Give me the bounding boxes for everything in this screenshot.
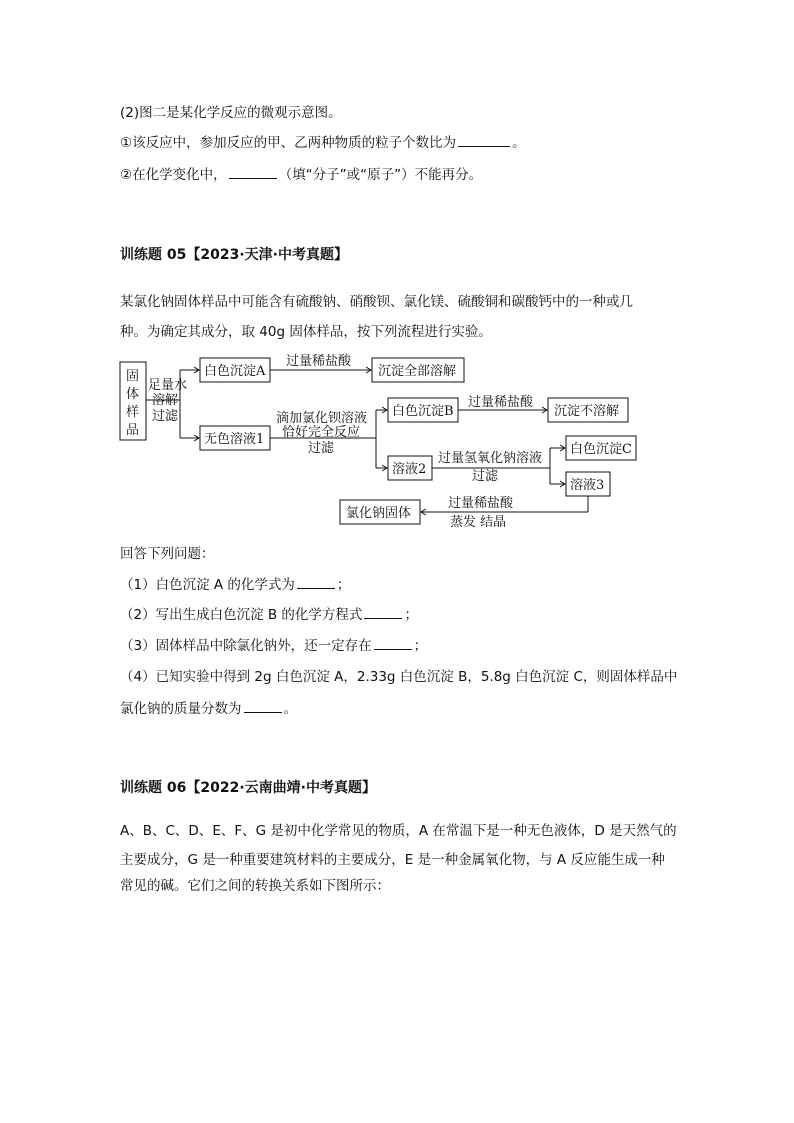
q-text: 。 <box>283 701 297 717</box>
q-text: ①该反应中，参加反应的甲、乙两种物质的粒子个数比为 <box>120 135 457 151</box>
answer-blank[interactable] <box>458 134 510 147</box>
q-text: ； <box>336 577 351 593</box>
q-text: ； <box>404 607 418 623</box>
exercise-06-para-3: 常见的碱。它们之间的转换关系如下图所示： <box>120 878 390 894</box>
box-label: 溶液3 <box>570 478 605 493</box>
box-label: 白色沉淀A <box>204 364 266 379</box>
q-text: 。 <box>512 135 526 151</box>
step-label: 恰好完全反应 <box>282 425 361 440</box>
q-text: （填“分子”或“原子”）不能再分。 <box>278 167 483 183</box>
sample-char: 品 <box>126 423 140 438</box>
answer-blank[interactable] <box>244 700 282 713</box>
exercise-05-para-1: 某氯化钠固体样品中可能含有硫酸钠、硝酸钡、氯化镁、硫酸铜和碳酸钙中的一种或几 <box>120 294 633 310</box>
exercise-05-heading: 训练题 05【2023·天津·中考真题】 <box>120 247 348 263</box>
exercise-06-para-2: 主要成分，G 是一种重要建筑材料的主要成分，E 是一种金属氧化物，与 A 反应能生成一种 <box>120 852 665 868</box>
q-text: ； <box>413 638 428 654</box>
answer-blank[interactable] <box>364 606 402 619</box>
question-4-line-2 <box>120 700 297 718</box>
box-label: 溶液2 <box>392 462 427 477</box>
q-text: （3）固体样品中除氯化钠外，还一定存在 <box>120 638 372 654</box>
step-label: 足量水 <box>148 378 188 393</box>
answer-blank[interactable] <box>297 576 335 589</box>
box-label: 白色沉淀B <box>392 404 454 419</box>
sample-char: 体 <box>126 387 140 402</box>
sample-char: 固 <box>126 369 140 384</box>
step-label: 过滤 <box>308 441 335 456</box>
exercise-05-para-2: 种。为确定其成分，取 40g 固体样品，按下列流程进行实验。 <box>120 324 492 340</box>
step-label: 过量氢氧化钠溶液 <box>438 451 543 466</box>
exercise-06-heading: 训练题 06【2022·云南曲靖·中考真题】 <box>120 780 376 796</box>
part2-question-1 <box>120 134 526 152</box>
step-label: 蒸发 结晶 <box>450 515 507 530</box>
step-label: 过量稀盐酸 <box>468 395 534 410</box>
question-4-line-1: （4）已知实验中得到 2g 白色沉淀 A，2.33g 白色沉淀 B，5.8g 白色沉淀 C，则固体样品中 <box>120 669 678 685</box>
question-1 <box>120 576 350 594</box>
question-3 <box>120 637 427 655</box>
exercise-06-para-1: A、B、C、D、E、F、G 是初中化学常见的物质，A 在常温下是一种无色液体，D 是天然气的 <box>120 823 677 839</box>
answer-intro: 回答下列问题： <box>120 546 215 562</box>
step-label: 滴加氯化钡溶液 <box>276 411 368 426</box>
step-label: 过量稀盐酸 <box>286 354 352 369</box>
box-label: 氯化钠固体 <box>346 506 412 521</box>
question-2 <box>120 606 418 624</box>
box-label: 无色溶液1 <box>204 432 265 447</box>
step-label: 过滤 <box>152 409 179 424</box>
part2-intro: (2)图二是某化学反应的微观示意图。 <box>120 105 342 121</box>
q-text: 氯化钠的质量分数为 <box>120 701 242 717</box>
box-label: 白色沉淀C <box>570 442 632 457</box>
box-label: 沉淀不溶解 <box>554 404 620 419</box>
sample-char: 样 <box>126 405 140 420</box>
part2-question-2 <box>120 166 482 184</box>
box-label: 沉淀全部溶解 <box>378 364 457 379</box>
answer-blank[interactable] <box>374 637 412 650</box>
step-label: 过量稀盐酸 <box>448 496 514 511</box>
q-text: （2）写出生成白色沉淀 B 的化学方程式 <box>120 607 363 623</box>
step-label: 溶解 <box>152 393 179 408</box>
q-text: ②在化学变化中， <box>120 167 227 183</box>
q-text: （1）白色沉淀 A 的化学式为 <box>120 577 295 593</box>
experiment-flowchart <box>118 352 658 532</box>
step-label: 过滤 <box>472 469 499 484</box>
answer-blank[interactable] <box>229 166 277 179</box>
